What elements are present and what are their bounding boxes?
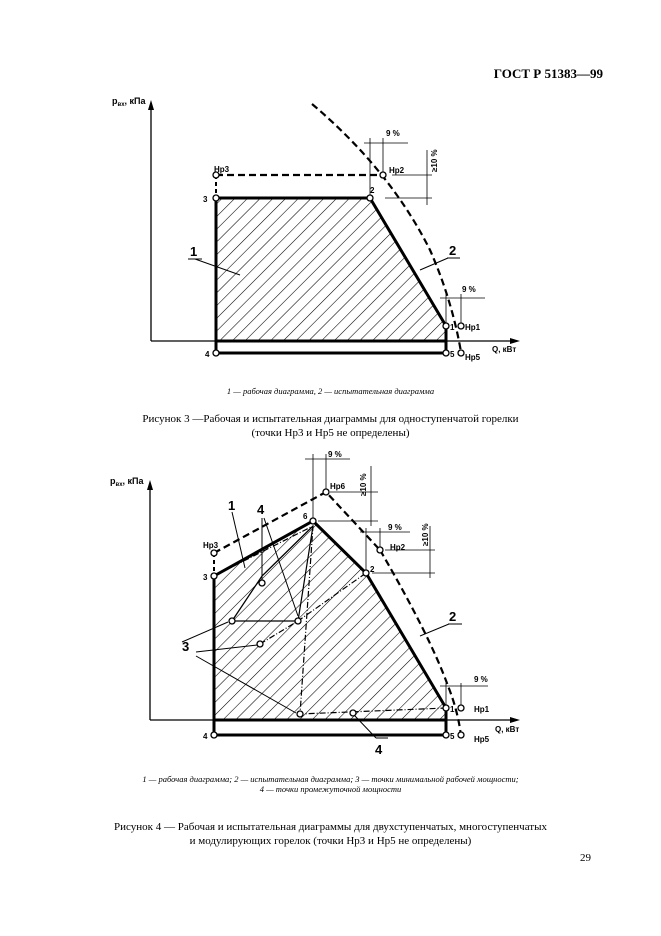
svg-text:3: 3 bbox=[203, 573, 208, 582]
svg-text:Нр5: Нр5 bbox=[474, 735, 490, 744]
svg-text:Нр3: Нр3 bbox=[214, 165, 230, 174]
figure-4-diagram bbox=[0, 446, 661, 776]
point-2 bbox=[363, 570, 369, 576]
page-number: 29 bbox=[580, 852, 591, 864]
point-hp2 bbox=[380, 172, 386, 178]
point-hp1 bbox=[458, 323, 464, 329]
point-1 bbox=[443, 323, 449, 329]
figure-4-caption: Рисунок 4 — Рабочая и испытательная диаграммы для двухступенчатых, многоступенчатых и модулирующих горелок (точки Нр3 и Нр5 не определены) bbox=[114, 821, 547, 847]
y-axis-label: $p_{вх}$, кПа bbox=[110, 476, 144, 488]
svg-text:Нр2: Нр2 bbox=[389, 166, 405, 175]
point-hp5 bbox=[458, 732, 464, 738]
svg-text:Нр5: Нр5 bbox=[465, 353, 481, 362]
point-6 bbox=[310, 518, 316, 524]
svg-text:5: 5 bbox=[450, 732, 455, 741]
dim-9pct-top: 9 % bbox=[386, 129, 400, 138]
svg-text:2: 2 bbox=[370, 565, 375, 574]
min-power-point bbox=[297, 711, 303, 717]
svg-text:9 %: 9 % bbox=[388, 523, 402, 532]
intermediate-point bbox=[259, 580, 265, 586]
point-hp6 bbox=[323, 489, 329, 495]
svg-text:4: 4 bbox=[205, 350, 210, 359]
svg-text:5: 5 bbox=[450, 350, 455, 359]
label-working-diagram: 1 bbox=[228, 498, 236, 513]
label-test-diagram: 2 bbox=[449, 609, 457, 624]
figure-4-legend: 1 — рабочая диаграмма; 2 — испытательная диаграмма; 3 — точки минимальной рабочей мощности; 4 — точки промежуточной мощности bbox=[142, 774, 519, 794]
point-4 bbox=[211, 732, 217, 738]
label-test-diagram: 2 bbox=[449, 243, 457, 258]
svg-text:Нр6: Нр6 bbox=[330, 482, 346, 491]
point-3 bbox=[211, 573, 217, 579]
svg-text:Нр1: Нр1 bbox=[465, 323, 481, 332]
svg-text:4: 4 bbox=[203, 732, 208, 741]
svg-text:6: 6 bbox=[303, 512, 308, 521]
point-5 bbox=[443, 732, 449, 738]
svg-text:3: 3 bbox=[203, 195, 208, 204]
label-intermediate-top: 4 bbox=[257, 502, 265, 517]
working-diagram-area bbox=[214, 521, 446, 735]
svg-text:2: 2 bbox=[370, 186, 375, 195]
svg-text:Нр3: Нр3 bbox=[203, 541, 219, 550]
min-power-point bbox=[257, 641, 263, 647]
intermediate-point bbox=[350, 710, 356, 716]
point-3 bbox=[213, 195, 219, 201]
svg-text:Нр1: Нр1 bbox=[474, 705, 490, 714]
point-hp1 bbox=[458, 705, 464, 711]
dim-10pct: ≥10 % bbox=[430, 149, 439, 172]
svg-text:Нр2: Нр2 bbox=[390, 543, 406, 552]
point-hp2 bbox=[377, 547, 383, 553]
point-5 bbox=[443, 350, 449, 356]
document-id: ГОСТ Р 51383—99 bbox=[493, 66, 603, 81]
x-axis-label: Q, кВт bbox=[495, 725, 520, 734]
figure-3-diagram bbox=[0, 0, 661, 380]
dim-9pct-top: 9 % bbox=[328, 450, 342, 459]
min-power-point bbox=[229, 618, 235, 624]
label-intermediate-bottom: 4 bbox=[375, 742, 383, 757]
point-hp5 bbox=[458, 350, 464, 356]
svg-text:≥10 %: ≥10 % bbox=[359, 473, 368, 496]
figure-3-legend: 1 — рабочая диаграмма, 2 — испытательная диаграмма bbox=[226, 386, 435, 396]
x-axis-label: Q, кВт bbox=[492, 345, 517, 354]
point-2 bbox=[367, 195, 373, 201]
point-hp3 bbox=[211, 550, 217, 556]
svg-text:1: 1 bbox=[450, 705, 455, 714]
svg-text:1: 1 bbox=[450, 323, 455, 332]
intermediate-point bbox=[295, 618, 301, 624]
svg-text:9 %: 9 % bbox=[474, 675, 488, 684]
label-working-diagram: 1 bbox=[190, 244, 198, 259]
point-4 bbox=[213, 350, 219, 356]
y-axis-label: $p_{вх}$, кПа bbox=[112, 96, 146, 108]
figure-3-caption: Рисунок 3 —Рабочая и испытательная диаграммы для одноступенчатой горелки (точки Нр3 и Нр5 не определены) bbox=[142, 413, 519, 439]
svg-text:≥10 %: ≥10 % bbox=[421, 523, 430, 546]
label-min-power: 3 bbox=[182, 639, 190, 654]
dim-9pct-mid: 9 % bbox=[462, 285, 476, 294]
working-diagram-area bbox=[216, 198, 446, 353]
point-1 bbox=[443, 705, 449, 711]
